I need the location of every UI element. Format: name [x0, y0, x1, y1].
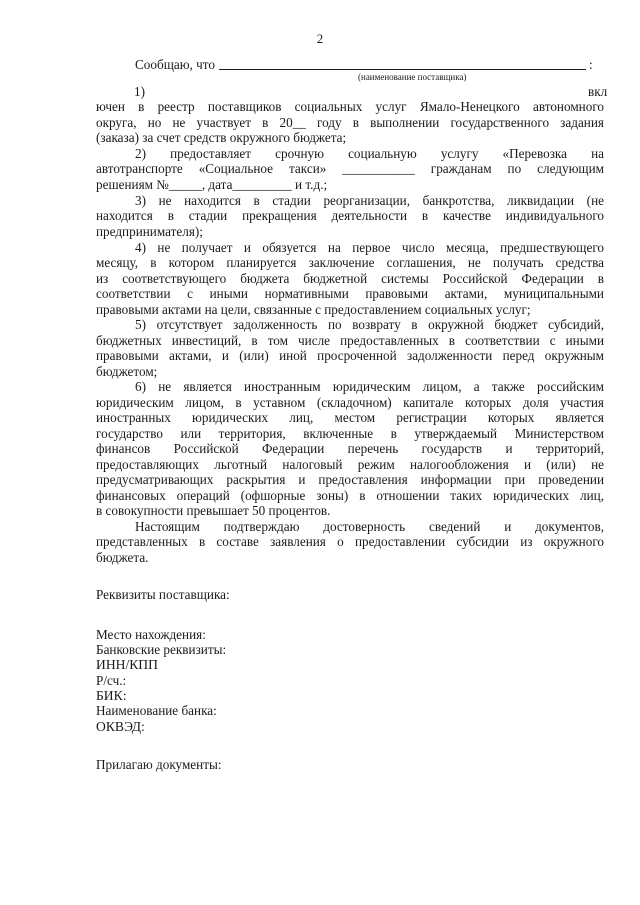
item6-line-4: государство или территория, включенные в утверждаемый Министерством — [96, 426, 604, 441]
item6-line-7: предусматривающих раскрытия и предоставления информации при проведении — [96, 472, 604, 487]
intro-colon: : — [589, 57, 593, 72]
item6-line-9: в совокупности превышает 50 процентов. — [96, 503, 331, 518]
item3-line-1: 3) не находится в стадии реорганизации, банкротства, ликвидации (не — [135, 193, 604, 208]
item3-line-3: предпринимателя); — [96, 224, 203, 239]
confirm-line-2: представленных в составе заявления о предоставлении субсидии из окружного — [96, 534, 604, 549]
item6-line-1: 6) не является иностранным юридическим лицом, а также российским — [135, 379, 604, 394]
item6-line-3: иностранных юридических лиц, местом регистрации которых является — [96, 410, 604, 425]
item5-line-4: бюджетом; — [96, 364, 158, 379]
item4-line-3: из соответствующего бюджета бюджетной системы Российской Федерации в — [96, 271, 604, 286]
item2-line-1: 2) предоставляет срочную социальную услугу «Перевозка на — [135, 146, 604, 161]
item3-line-2: находится в стадии прекращения деятельности в качестве индивидуального — [96, 208, 604, 223]
item6-line-5: финансов Российской Федерации перечень государств и территорий, — [96, 441, 604, 456]
item1-tail: вкл — [588, 84, 608, 99]
requisites-bik: БИК: — [96, 688, 127, 703]
item4-line-4: соответствии с иными нормативными правовыми актами, муниципальными — [96, 286, 604, 301]
item4-line-2: месяцу, в котором планируется заключение соглашения, не получать средства — [96, 255, 604, 270]
requisites-bank-name: Наименование банка: — [96, 703, 217, 718]
item5-line-3: правовыми актами, и (или) иной просроченной задолженности перед окружным — [96, 348, 604, 363]
confirm-line-3: бюджета. — [96, 550, 149, 565]
item6-line-6: предоставляющих льготный налоговый режим налогообложения и (или) не — [96, 457, 604, 472]
item1-line-1: ючен в реестр поставщиков социальных услуг Ямало-Ненецкого автономного — [96, 99, 604, 114]
supplier-name-caption: (наименование поставщика) — [358, 72, 467, 82]
page-number: 2 — [316, 31, 324, 46]
item1-number: 1) — [134, 84, 145, 99]
supplier-name-blank — [219, 69, 586, 70]
item6-line-2: юридическим лицом, в уставном (складочном) капитале которых доля участия — [96, 395, 604, 410]
requisites-inn-kpp: ИНН/КПП — [96, 657, 158, 672]
item4-line-5: правовыми актами на цели, связанные с предоставлением социальных услуг; — [96, 302, 531, 317]
confirm-line-1: Настоящим подтверждаю достоверность сведений и документов, — [135, 519, 604, 534]
requisites-heading: Реквизиты поставщика: — [96, 587, 230, 602]
attachments-label: Прилагаю документы: — [96, 757, 222, 772]
requisites-account: Р/сч.: — [96, 673, 127, 688]
item5-line-1: 5) отсутствует задолженность по возврату в окружной бюджет субсидий, — [135, 317, 604, 332]
item4-line-1: 4) не получает и обязуется на первое число месяца, предшествующего — [135, 240, 604, 255]
item5-line-2: бюджетных инвестиций, в том числе предоставленных в соответствии с иными — [96, 333, 604, 348]
intro-label: Сообщаю, что — [135, 57, 215, 72]
item1-line-3: (заказа) за счет средств окружного бюджета; — [96, 130, 347, 145]
requisites-okved: ОКВЭД: — [96, 719, 145, 734]
item2-line-3: решениям №_____, дата_________ и т.д.; — [96, 177, 328, 192]
item1-line-2: округа, но не участвует в 20__ году в выполнении государственного задания — [96, 115, 604, 130]
requisites-bank-details: Банковские реквизиты: — [96, 642, 227, 657]
item6-line-8: финансовых операций (офшорные зоны) в отношении таких юридических лиц, — [96, 488, 604, 503]
item2-line-2: автотранспорте «Социальное такси» ___________ гражданам по следующим — [96, 161, 604, 176]
requisites-location: Место нахождения: — [96, 627, 206, 642]
